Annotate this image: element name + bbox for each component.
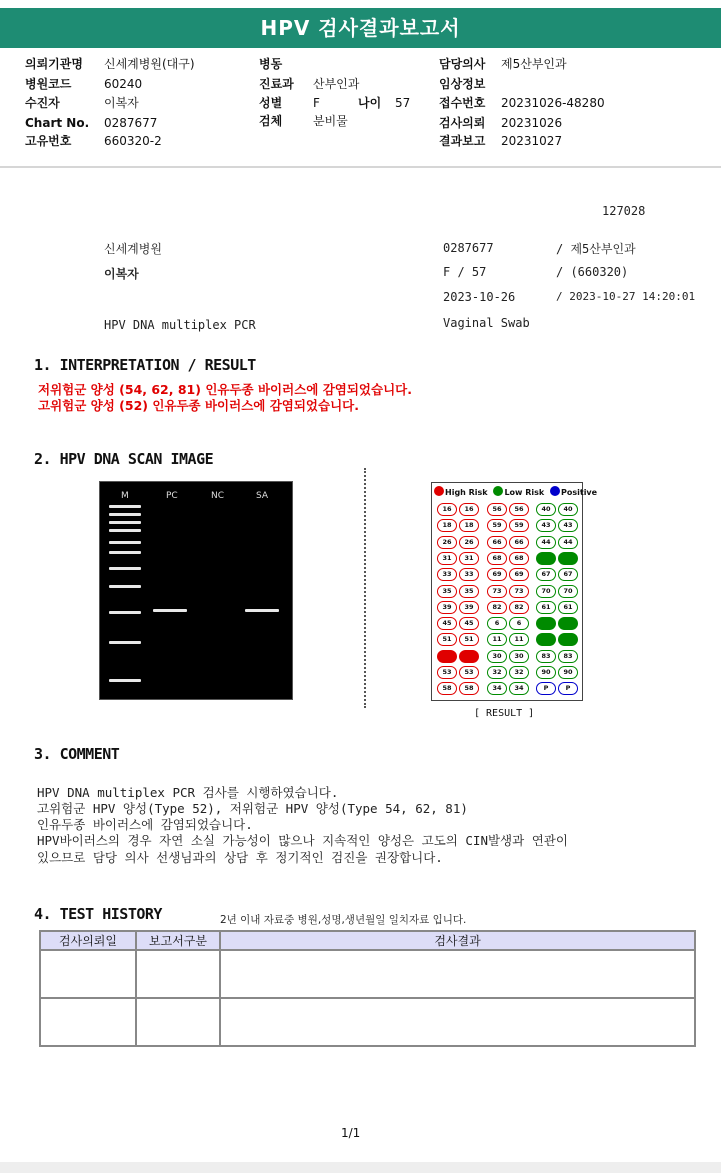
hpv-type-pill: 66 [509, 536, 529, 549]
gel-label-pc: PC [166, 491, 178, 501]
hpv-type-pill: 83 [536, 650, 556, 663]
age-label: 나이 [358, 96, 382, 110]
gel-label-nc: NC [211, 491, 225, 501]
unique-value: 660320-2 [104, 134, 162, 148]
positive-dot-icon [550, 486, 560, 496]
section-scan-image: 2. HPV DNA SCAN IMAGE [34, 450, 214, 468]
comment-line: HPV바이러스의 경우 자연 소실 가능성이 많으나 지속적인 양성은 고도의 CIN발생과 연관이 [37, 833, 568, 848]
high-risk-dot-icon [434, 486, 444, 496]
result-caption: [ RESULT ] [474, 708, 535, 719]
hpv-type-pill: 32 [487, 666, 507, 679]
hpv-type-pill: 18 [437, 519, 457, 532]
result-line-high-risk: 고위험군 양성 (52) 인유두종 바이러스에 감염되었습니다. [38, 398, 359, 413]
doc-datetime: / 2023-10-27 14:20:01 [556, 290, 696, 303]
hpv-type-pill: 26 [459, 536, 479, 549]
hpv-type-pill: 45 [437, 617, 457, 630]
section-test-history: 4. TEST HISTORY [34, 905, 162, 923]
sex-label: 성별 [259, 96, 283, 110]
gel-band [109, 505, 141, 508]
comment-line: HPV DNA multiplex PCR 검사를 시행하였습니다. [37, 785, 339, 800]
gel-band [109, 551, 141, 554]
sex-value: F [313, 96, 320, 110]
hpv-type-pill: 67 [536, 568, 556, 581]
clinical-label: 임상정보 [439, 77, 486, 91]
hpv-type-pill: 34 [487, 682, 507, 695]
hpv-type-pill: 58 [459, 682, 479, 695]
history-note: 2년 이내 자료중 병원,성명,생년월일 일치자료 입니다. [220, 914, 467, 926]
gel-band [109, 679, 141, 682]
comment-line: 인유두종 바이러스에 감염되었습니다. [37, 817, 253, 832]
hpv-type-pill: 53 [437, 666, 457, 679]
hpv-type-pill: 30 [487, 650, 507, 663]
bottom-bar [0, 1162, 721, 1173]
hpv-type-pill: 52 [459, 650, 479, 663]
hpv-type-pill: 90 [558, 666, 578, 679]
hpv-type-pill: 31 [459, 552, 479, 565]
hpv-type-pill: 44 [558, 536, 578, 549]
gel-label-m: M [121, 491, 129, 501]
hpv-type-pill: 69 [509, 568, 529, 581]
unique-label: 고유번호 [25, 134, 72, 148]
legend-high-risk: High Risk [445, 488, 488, 497]
institution-value: 신세계병원(대구) [104, 57, 195, 71]
header-divider [0, 166, 721, 168]
legend-positive: Positive [561, 488, 598, 497]
hpv-type-pill: 70 [558, 585, 578, 598]
col-test-result: 검사결과 [220, 931, 695, 950]
hpv-type-pill: 16 [437, 503, 457, 516]
hpv-type-pill: 51 [459, 633, 479, 646]
hospital-code-label: 병원코드 [25, 77, 72, 91]
hpv-type-pill: 70 [536, 585, 556, 598]
hpv-type-pill: 33 [437, 568, 457, 581]
hpv-type-pill: 39 [459, 601, 479, 614]
hpv-type-pill: 54 [536, 552, 556, 565]
report-date-label: 결과보고 [439, 134, 486, 148]
hpv-type-panel [431, 482, 598, 701]
comment-line: 있으므로 담당 의사 선생님과의 상담 후 정기적인 검진을 권장합니다. [37, 850, 443, 865]
result-line-low-risk: 저위험군 양성 (54, 62, 81) 인유두종 바이러스에 감염되었습니다. [38, 382, 412, 397]
doctor-value: 제5산부인과 [501, 57, 567, 71]
hpv-type-pill: 43 [536, 519, 556, 532]
doc-patient: 이복자 [104, 267, 139, 281]
hpv-type-pill: 35 [437, 585, 457, 598]
hpv-type-pill: 35 [459, 585, 479, 598]
comment-line: 고위험군 HPV 양성(Type 52), 저위험군 HPV 양성(Type 54, 62, 81) [37, 801, 468, 816]
hpv-type-pill: 53 [459, 666, 479, 679]
gel-band [245, 609, 279, 612]
hpv-type-pill: 16 [459, 503, 479, 516]
specimen-label: 검체 [259, 114, 283, 128]
gel-band [109, 585, 141, 588]
report-header [0, 48, 721, 166]
gel-band [153, 609, 187, 612]
section-interpretation: 1. INTERPRETATION / RESULT [34, 356, 256, 374]
chart-value: 0287677 [104, 116, 158, 130]
hpv-type-pill: 11 [487, 633, 507, 646]
doc-code: 127028 [602, 204, 646, 218]
hpv-type-pill: 11 [509, 633, 529, 646]
doc-chart: 0287677 [443, 241, 494, 255]
gel-band [109, 611, 141, 614]
hpv-type-pill: 43 [558, 519, 578, 532]
hpv-type-pill: P [536, 682, 556, 695]
hpv-type-pill: 34 [509, 682, 529, 695]
hpv-type-pill: 81 [536, 633, 556, 646]
doc-hospital: 신세계병원 [104, 242, 162, 256]
hpv-type-pill: 44 [536, 536, 556, 549]
specimen-value: 분비물 [313, 114, 348, 128]
hpv-type-pill: 31 [437, 552, 457, 565]
col-report-type: 보고서구분 [136, 931, 220, 950]
hpv-type-pill: 30 [509, 650, 529, 663]
doc-sex-age: F / 57 [443, 265, 487, 279]
hpv-type-pill: 73 [487, 585, 507, 598]
doc-specimen: Vaginal Swab [443, 316, 530, 330]
hpv-type-pill: 62 [558, 617, 578, 630]
table-row [40, 998, 695, 1046]
hpv-type-pill: 33 [459, 568, 479, 581]
history-header-row [40, 931, 695, 950]
doc-date: 2023-10-26 [443, 290, 516, 304]
hpv-type-pill: 59 [509, 519, 529, 532]
hpv-type-pill: 59 [487, 519, 507, 532]
hpv-type-pill: 81 [558, 633, 578, 646]
doc-id: / (660320) [556, 265, 629, 279]
report-date-value: 20231027 [501, 134, 563, 148]
doc-test: HPV DNA multiplex PCR [104, 318, 256, 332]
patient-label: 수진자 [25, 96, 60, 110]
chart-label: Chart No. [25, 116, 90, 130]
dept-value: 산부인과 [313, 77, 360, 91]
hpv-type-pill: 67 [558, 568, 578, 581]
hpv-type-pill: 18 [459, 519, 479, 532]
dept-label: 진료과 [259, 77, 294, 91]
hpv-type-pill: 51 [437, 633, 457, 646]
hpv-type-pill: 32 [509, 666, 529, 679]
institution-label: 의뢰기관명 [25, 57, 83, 71]
divider-dotted [364, 468, 366, 708]
hpv-type-pill: 58 [437, 682, 457, 695]
patient-value: 이복자 [104, 96, 139, 110]
gel-band [109, 567, 141, 570]
legend-low-risk: Low Risk [504, 488, 545, 497]
section-comment: 3. COMMENT [34, 745, 120, 763]
col-request-date: 검사의뢰일 [40, 931, 136, 950]
hpv-type-pill: 6 [509, 617, 529, 630]
hpv-type-pill: 61 [558, 601, 578, 614]
request-date-value: 20231026 [501, 116, 563, 130]
page-number: 1/1 [341, 1126, 361, 1140]
hpv-type-pill: 68 [487, 552, 507, 565]
history-table [39, 930, 696, 1047]
hpv-type-pill: 45 [459, 617, 479, 630]
gel-band [109, 513, 141, 516]
age-value: 57 [395, 96, 411, 110]
table-row [40, 950, 695, 998]
hpv-type-pill: 61 [536, 601, 556, 614]
hpv-type-pill: 40 [558, 503, 578, 516]
hpv-type-pill: 54 [558, 552, 578, 565]
ward-label: 병동 [259, 57, 283, 71]
hospital-code-value: 60240 [104, 77, 143, 91]
hpv-type-pill: 90 [536, 666, 556, 679]
hpv-type-pill: 82 [509, 601, 529, 614]
hpv-type-pill: 26 [437, 536, 457, 549]
doc-dept: / 제5산부인과 [556, 242, 636, 256]
hpv-type-pill: 69 [487, 568, 507, 581]
hpv-type-pill: 40 [536, 503, 556, 516]
hpv-type-pill: 83 [558, 650, 578, 663]
hpv-type-pill: 82 [487, 601, 507, 614]
hpv-type-pill: 39 [437, 601, 457, 614]
request-date-label: 검사의뢰 [439, 116, 486, 130]
receipt-value: 20231026-48280 [501, 96, 605, 110]
doctor-label: 담당의사 [439, 57, 486, 71]
hpv-type-pill: 62 [536, 617, 556, 630]
report-title: HPV 검사결과보고서 [0, 8, 721, 48]
panel-legend [434, 486, 597, 497]
hpv-type-pill: 52 [437, 650, 457, 663]
gel-band [109, 521, 141, 524]
hpv-type-pill: 56 [487, 503, 507, 516]
gel-band [109, 541, 141, 544]
low-risk-dot-icon [493, 486, 503, 496]
gel-label-sa: SA [256, 491, 269, 501]
hpv-type-pill: 6 [487, 617, 507, 630]
gel-image [100, 482, 292, 699]
hpv-type-pill: 68 [509, 552, 529, 565]
hpv-type-pill: P [558, 682, 578, 695]
gel-band [109, 529, 141, 532]
hpv-type-pill: 66 [487, 536, 507, 549]
receipt-label: 접수번호 [439, 96, 486, 110]
hpv-type-pill: 73 [509, 585, 529, 598]
hpv-type-pill: 56 [509, 503, 529, 516]
gel-band [109, 641, 141, 644]
